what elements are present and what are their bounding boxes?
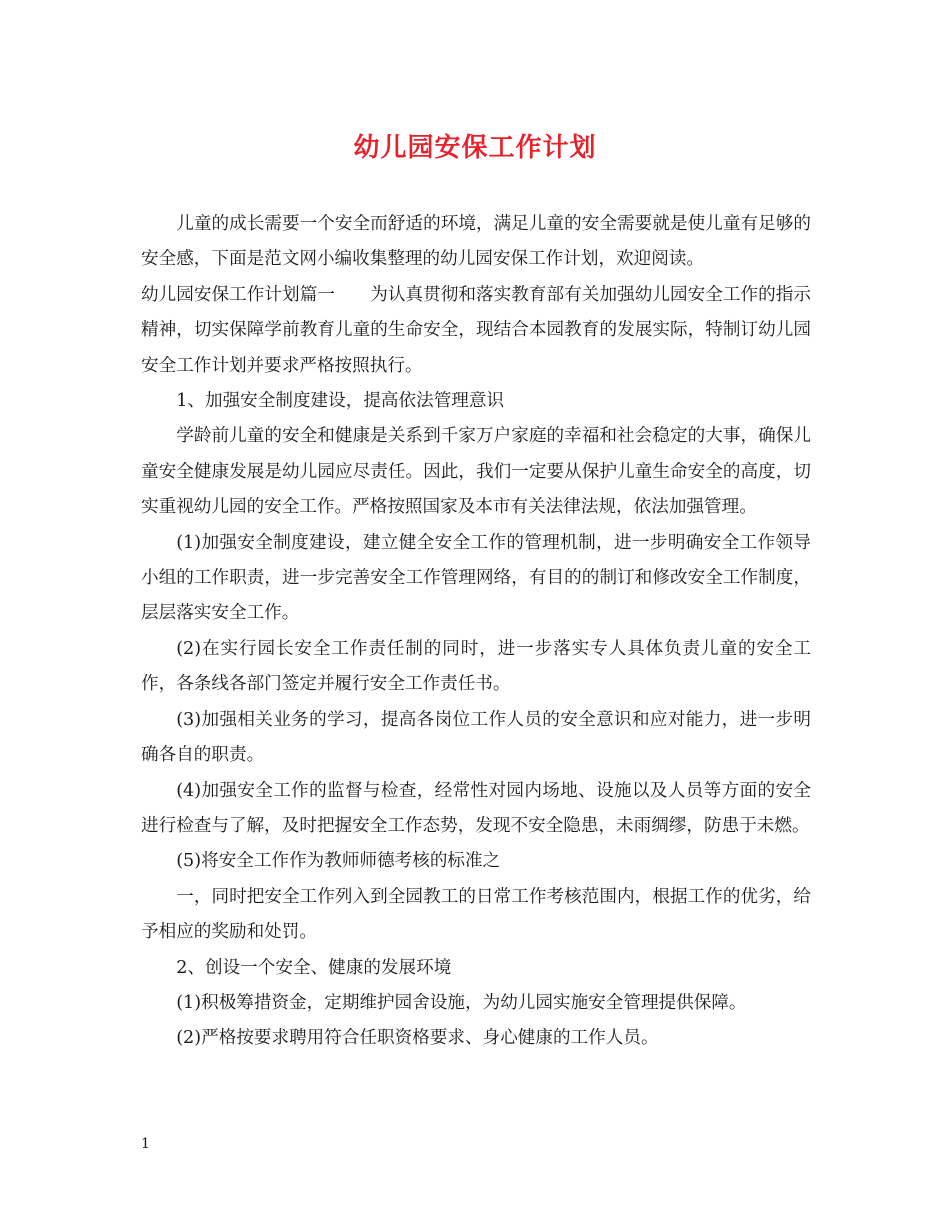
section-heading-1: 1、加强安全制度建设，提高依法管理意识: [176, 391, 505, 412]
list-item-2-1: (1)积极筹措资金，定期维护园舍设施，为幼儿园实施安全管理提供保障。: [176, 992, 747, 1013]
document-title: 幼儿园安保工作计划: [353, 133, 597, 163]
list-item-1-2: (2)在实行园长安全工作责任制的同时，进一步落实专人具体负责儿童的安全工作，各条线各部门签定并履行安全工作责任书。: [141, 638, 811, 695]
list-item-1-1: (1)加强安全制度建设，建立健全安全工作的管理机制，进一步明确安全工作领导小组的工作职责，进一步完善安全工作管理网络，有目的的制订和修改安全工作制度，层层落实安全工作。: [141, 532, 811, 624]
paragraph-intro: 儿童的成长需要一个安全而舒适的环境，满足儿童的安全需要就是使儿童有足够的安全感，下面是范文网小编收集整理的幼儿园安保工作计划，欢迎阅读。: [141, 214, 811, 270]
list-item-1-4: (4)加强安全工作的监督与检查，经常性对园内场地、设施以及人员等方面的安全进行检查与了解，及时把握安全工作态势，发现不安全隐患，未雨绸缪，防患于未燃。: [141, 780, 811, 836]
paragraph-section-1-intro: 学龄前儿童的安全和健康是关系到千家万户家庭的幸福和社会稳定的大事，确保儿童安全健康发展是幼儿园应尽责任。因此，我们一定要从保护儿童生命安全的高度，切实重视幼儿园的安全工作。严格按照国家及本市有关法律法规，依法加强管理。: [141, 426, 811, 518]
document-body: [141, 207, 811, 1057]
paragraph-plan-heading: 幼儿园安保工作计划篇一 为认真贯彻和落实教育部有关加强幼儿园安全工作的指示精神，切实保障学前教育儿童的生命安全，现结合本园教育的发展实际，特制订幼儿园安全工作计划并要求严格按照执行。: [141, 284, 811, 376]
section-heading-2: 2、创设一个安全、健康的发展环境: [176, 957, 452, 978]
list-item-1-3: (3)加强相关业务的学习，提高各岗位工作人员的安全意识和应对能力，进一步明确各自的职责。: [141, 709, 811, 766]
page-number: 1: [141, 1136, 150, 1152]
list-item-2-2: (2)严格按要求聘用符合任职资格要求、身心健康的工作人员。: [176, 1028, 659, 1049]
list-item-1-5: (5)将安全工作作为教师师德考核的标准之: [176, 851, 501, 872]
list-item-1-5-continued: 一，同时把安全工作列入到全园教工的日常工作考核范围内，根据工作的优劣，给予相应的奖励和处罚。: [141, 886, 811, 943]
